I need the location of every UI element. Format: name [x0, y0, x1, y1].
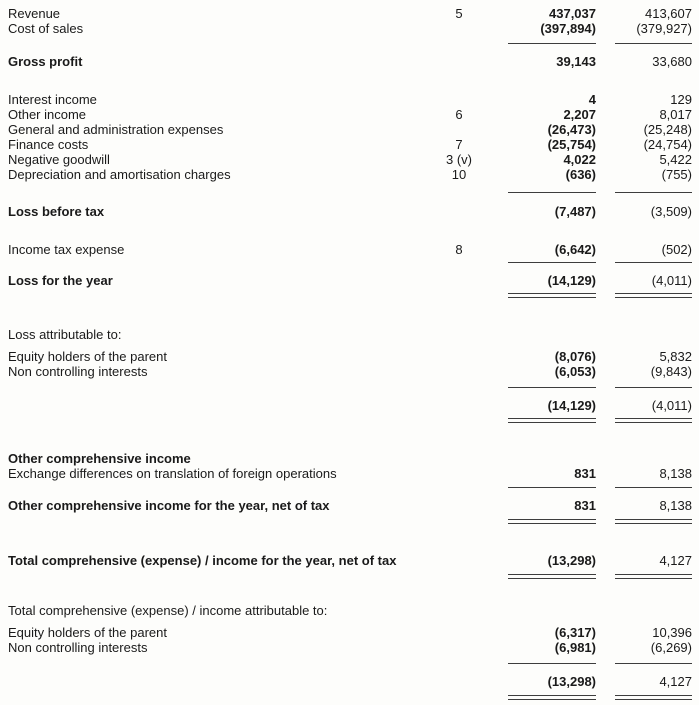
- prior-year-rule: [603, 262, 699, 264]
- rule-line: [508, 192, 596, 194]
- row-label: Interest income: [8, 92, 97, 107]
- statement-row: [0, 92, 699, 107]
- current-year-double-rule: [485, 574, 603, 579]
- double-rule: [0, 695, 699, 700]
- row-label: Gross profit: [8, 54, 83, 69]
- statement-row: [0, 152, 699, 167]
- row-label: Equity holders of the parent: [8, 625, 167, 640]
- double-rule: [0, 293, 699, 298]
- prior-year-rule: [603, 663, 699, 665]
- row-label: Other comprehensive income for the year, net of tax: [8, 498, 330, 513]
- double-rule-line: [508, 293, 596, 298]
- prior-year-value: (9,843): [650, 364, 692, 379]
- rule-line: [508, 43, 596, 45]
- double-rule-line: [508, 418, 596, 423]
- prior-year-value: (4,011): [651, 398, 692, 413]
- row-label: Depreciation and amortisation charges: [8, 167, 231, 182]
- current-year-value: 4,022: [563, 152, 596, 167]
- statement-row: [0, 327, 699, 342]
- current-year-double-rule: [485, 293, 603, 298]
- row-label: Loss before tax: [8, 204, 105, 219]
- prior-year-value: 4,127: [659, 674, 692, 689]
- current-year-value: 2,207: [563, 107, 596, 122]
- current-year-value: (6,053): [554, 364, 596, 379]
- row-label: Other income: [8, 107, 87, 122]
- row-label: Non controlling interests: [8, 640, 148, 655]
- statement-row: [0, 674, 699, 689]
- prior-year-value: (3,509): [650, 204, 692, 219]
- rule: [0, 262, 699, 264]
- prior-year-value: (755): [661, 167, 692, 182]
- double-rule-line: [615, 695, 692, 700]
- prior-year-value: (379,927): [636, 21, 692, 36]
- rule-line: [508, 387, 596, 389]
- current-year-rule: [485, 663, 603, 665]
- statement-row: [0, 640, 699, 655]
- current-year-value: 831: [574, 498, 596, 513]
- current-year-value: 4: [588, 92, 596, 107]
- statement-row: [0, 167, 699, 182]
- current-year-rule: [485, 43, 603, 45]
- row-label: Negative goodwill: [8, 152, 110, 167]
- statement-row: [0, 398, 699, 413]
- double-rule-line: [615, 574, 692, 579]
- note-reference: 10: [451, 167, 467, 182]
- statement-row: [0, 349, 699, 364]
- note-reference: 3 (v): [446, 152, 472, 167]
- current-year-value: (6,642): [554, 242, 596, 257]
- current-year-value: (397,894): [540, 21, 596, 36]
- prior-year-rule: [603, 387, 699, 389]
- row-label: Loss attributable to:: [8, 327, 122, 342]
- current-year-double-rule: [485, 418, 603, 423]
- statement-row: [0, 603, 699, 618]
- prior-year-value: 10,396: [652, 625, 692, 640]
- rule-line: [615, 192, 692, 194]
- rule-line: [508, 663, 596, 665]
- statement-row: [0, 107, 699, 122]
- double-rule: [0, 418, 699, 423]
- rule-line: [615, 487, 692, 489]
- current-year-value: 831: [574, 466, 596, 481]
- row-label: General and administration expenses: [8, 122, 224, 137]
- current-year-rule: [485, 387, 603, 389]
- statement-row: [0, 122, 699, 137]
- row-label: Total comprehensive (expense) / income for the year, net of tax: [8, 553, 397, 568]
- rule: [0, 43, 699, 45]
- prior-year-value: 33,680: [652, 54, 692, 69]
- current-year-value: (7,487): [554, 204, 596, 219]
- current-year-rule: [485, 262, 603, 264]
- row-label: Income tax expense: [8, 242, 125, 257]
- current-year-rule: [485, 192, 603, 194]
- prior-year-rule: [603, 192, 699, 194]
- prior-year-value: 5,832: [659, 349, 692, 364]
- current-year-value: (26,473): [547, 122, 596, 137]
- prior-year-value: (4,011): [651, 273, 692, 288]
- prior-year-value: 129: [670, 92, 692, 107]
- current-year-rule: [485, 487, 603, 489]
- row-label: Equity holders of the parent: [8, 349, 167, 364]
- current-year-value: (636): [565, 167, 596, 182]
- statement-row: [0, 6, 699, 21]
- statement-row: [0, 498, 699, 513]
- double-rule-line: [615, 293, 692, 298]
- prior-year-value: (25,248): [643, 122, 692, 137]
- row-label: Cost of sales: [8, 21, 84, 36]
- rule-line: [615, 663, 692, 665]
- prior-year-value: (502): [661, 242, 692, 257]
- statement-row: [0, 21, 699, 36]
- row-label: Finance costs: [8, 137, 89, 152]
- note-reference: 7: [455, 137, 463, 152]
- prior-year-value: (6,269): [650, 640, 692, 655]
- current-year-value: (14,129): [547, 398, 596, 413]
- prior-year-value: (24,754): [643, 137, 692, 152]
- double-rule-line: [508, 519, 596, 524]
- current-year-value: (13,298): [547, 674, 596, 689]
- rule: [0, 487, 699, 489]
- current-year-double-rule: [485, 519, 603, 524]
- prior-year-rule: [603, 487, 699, 489]
- statement-row: [0, 625, 699, 640]
- double-rule: [0, 574, 699, 579]
- row-label: Non controlling interests: [8, 364, 148, 379]
- row-label: Other comprehensive income: [8, 451, 191, 466]
- rule-line: [508, 487, 596, 489]
- prior-year-rule: [603, 43, 699, 45]
- statement-row: [0, 466, 699, 481]
- prior-year-double-rule: [603, 574, 699, 579]
- rule-line: [615, 262, 692, 264]
- note-reference: 5: [455, 6, 463, 21]
- current-year-double-rule: [485, 695, 603, 700]
- rule-line: [508, 262, 596, 264]
- double-rule-line: [615, 519, 692, 524]
- double-rule-line: [508, 695, 596, 700]
- statement-row: [0, 137, 699, 152]
- statement-row: [0, 273, 699, 288]
- statement-row: [0, 553, 699, 568]
- rule: [0, 192, 699, 194]
- prior-year-double-rule: [603, 293, 699, 298]
- current-year-value: (6,317): [554, 625, 596, 640]
- statement-row: [0, 204, 699, 219]
- prior-year-value: 8,138: [659, 498, 692, 513]
- statement-row: [0, 54, 699, 69]
- statement-row: [0, 364, 699, 379]
- prior-year-double-rule: [603, 695, 699, 700]
- rule: [0, 387, 699, 389]
- prior-year-double-rule: [603, 519, 699, 524]
- row-label: Revenue: [8, 6, 61, 21]
- prior-year-value: 5,422: [659, 152, 692, 167]
- prior-year-value: 8,017: [659, 107, 692, 122]
- current-year-value: (6,981): [554, 640, 596, 655]
- current-year-value: 437,037: [549, 6, 596, 21]
- statement-table: [0, 6, 699, 700]
- prior-year-value: 4,127: [659, 553, 692, 568]
- row-label: Loss for the year: [8, 273, 113, 288]
- double-rule-line: [508, 574, 596, 579]
- double-rule-line: [615, 418, 692, 423]
- current-year-value: (14,129): [547, 273, 596, 288]
- current-year-value: (8,076): [554, 349, 596, 364]
- current-year-value: (13,298): [547, 553, 596, 568]
- rule: [0, 663, 699, 665]
- rule-line: [615, 387, 692, 389]
- prior-year-value: 413,607: [645, 6, 692, 21]
- prior-year-double-rule: [603, 418, 699, 423]
- row-label: Exchange differences on translation of foreign operations: [8, 466, 337, 481]
- prior-year-value: 8,138: [659, 466, 692, 481]
- current-year-value: 39,143: [556, 54, 596, 69]
- current-year-value: (25,754): [547, 137, 596, 152]
- row-label: Total comprehensive (expense) / income attributable to:: [8, 603, 328, 618]
- double-rule: [0, 519, 699, 524]
- note-reference: 6: [455, 107, 463, 122]
- rule-line: [615, 43, 692, 45]
- statement-row: [0, 242, 699, 257]
- note-reference: 8: [455, 242, 463, 257]
- statement-row: [0, 451, 699, 466]
